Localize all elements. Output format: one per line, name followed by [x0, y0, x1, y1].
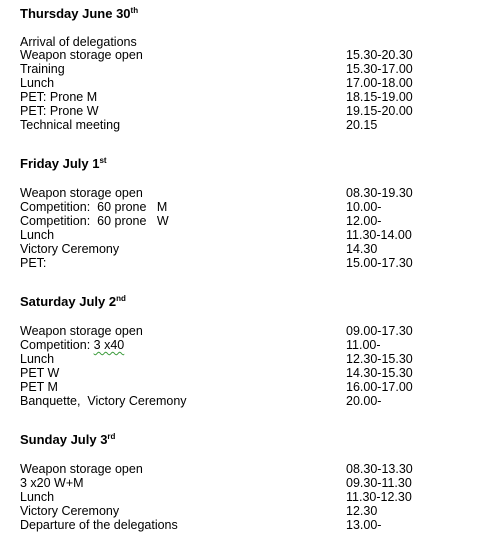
event-label: Banquette, Victory Ceremony — [20, 394, 187, 408]
event-label: Weapon storage open — [20, 186, 143, 200]
schedule-row — [20, 338, 490, 352]
event-time: 15.30-20.30 — [346, 48, 413, 62]
schedule-row — [20, 366, 490, 380]
event-time: 10.00- — [346, 200, 382, 214]
event-label: Lunch — [20, 352, 55, 366]
day-heading-saturday — [20, 294, 126, 309]
event-label-prefix: Competition: — [20, 338, 94, 352]
event-label: Arrival of delegations — [20, 35, 137, 49]
event-label: PET: Prone W — [20, 104, 99, 118]
schedule-row — [20, 476, 490, 490]
event-label: PET: Prone M — [20, 90, 98, 104]
event-label — [20, 338, 124, 352]
event-label: 3 x20 W+M — [20, 476, 84, 490]
schedule-row — [20, 62, 490, 76]
event-time: 11.00- — [346, 338, 381, 352]
schedule-row — [20, 490, 490, 504]
schedule-row — [20, 380, 490, 394]
event-label: Weapon storage open — [20, 462, 143, 476]
event-label: Departure of the delegations — [20, 518, 178, 532]
event-time: 15.00-17.30 — [346, 256, 413, 270]
ordinal-suffix: th — [130, 6, 139, 15]
schedule-row — [20, 118, 490, 132]
schedule-row — [20, 324, 490, 338]
event-label: Training — [20, 62, 65, 76]
ordinal-suffix: st — [99, 156, 107, 165]
schedule-row — [20, 200, 490, 214]
ordinal-suffix: nd — [116, 294, 126, 303]
event-label: Lunch — [20, 76, 55, 90]
event-time: 20.00- — [346, 394, 382, 408]
schedule-row — [20, 352, 490, 366]
event-time: 12.00- — [346, 214, 382, 228]
event-label: Weapon storage open — [20, 48, 143, 62]
schedule-row — [20, 104, 490, 118]
day-heading-sunday — [20, 432, 115, 447]
day-heading-text: Saturday July 2 — [20, 294, 117, 309]
schedule-row — [20, 228, 490, 242]
event-label: Weapon storage open — [20, 324, 143, 338]
schedule-row — [20, 48, 490, 62]
schedule-row — [20, 76, 490, 90]
event-label: PET: — [20, 256, 47, 270]
spellcheck-marked-text: 3 x40 — [93, 338, 125, 352]
schedule-row — [20, 518, 490, 532]
day-heading-text: Thursday June 30 — [20, 6, 131, 21]
event-time: 16.00-17.00 — [346, 380, 413, 394]
event-time: 14.30-15.30 — [346, 366, 413, 380]
event-time: 11.30-12.30 — [346, 490, 412, 504]
day-heading-text: Friday July 1 — [20, 156, 100, 171]
event-time: 09.00-17.30 — [346, 324, 413, 338]
event-label: Lunch — [20, 490, 55, 504]
event-label: Technical meeting — [20, 118, 121, 132]
event-time: 08.30-19.30 — [346, 186, 413, 200]
ordinal-suffix: rd — [107, 432, 116, 441]
day-heading-thursday — [20, 6, 138, 21]
event-label: PET W — [20, 366, 60, 380]
schedule-row — [20, 394, 490, 408]
event-time: 12.30-15.30 — [346, 352, 413, 366]
event-label: PET M — [20, 380, 58, 394]
day-heading-text: Sunday July 3 — [20, 432, 108, 447]
event-time: 11.30-14.00 — [346, 228, 412, 242]
event-time: 15.30-17.00 — [346, 62, 413, 76]
schedule-row — [20, 256, 490, 270]
schedule-row — [20, 214, 490, 228]
schedule-row — [20, 504, 490, 518]
arrival-line — [20, 35, 490, 49]
event-time: 12.30 — [346, 504, 378, 518]
event-label: Victory Ceremony — [20, 504, 120, 518]
event-time: 13.00- — [346, 518, 382, 532]
event-label: Victory Ceremony — [20, 242, 120, 256]
event-label: Competition: 60 prone W — [20, 214, 169, 228]
event-time: 18.15-19.00 — [346, 90, 413, 104]
schedule-row — [20, 242, 490, 256]
event-time: 08.30-13.30 — [346, 462, 413, 476]
schedule-row — [20, 462, 490, 476]
event-time: 19.15-20.00 — [346, 104, 413, 118]
event-time: 20.15 — [346, 118, 378, 132]
day-heading-friday — [20, 156, 107, 171]
event-label: Competition: 60 prone M — [20, 200, 168, 214]
schedule-row — [20, 186, 490, 200]
event-time: 09.30-11.30 — [346, 476, 412, 490]
event-label: Lunch — [20, 228, 55, 242]
schedule-row — [20, 90, 490, 104]
event-time: 14.30 — [346, 242, 378, 256]
event-time: 17.00-18.00 — [346, 76, 413, 90]
